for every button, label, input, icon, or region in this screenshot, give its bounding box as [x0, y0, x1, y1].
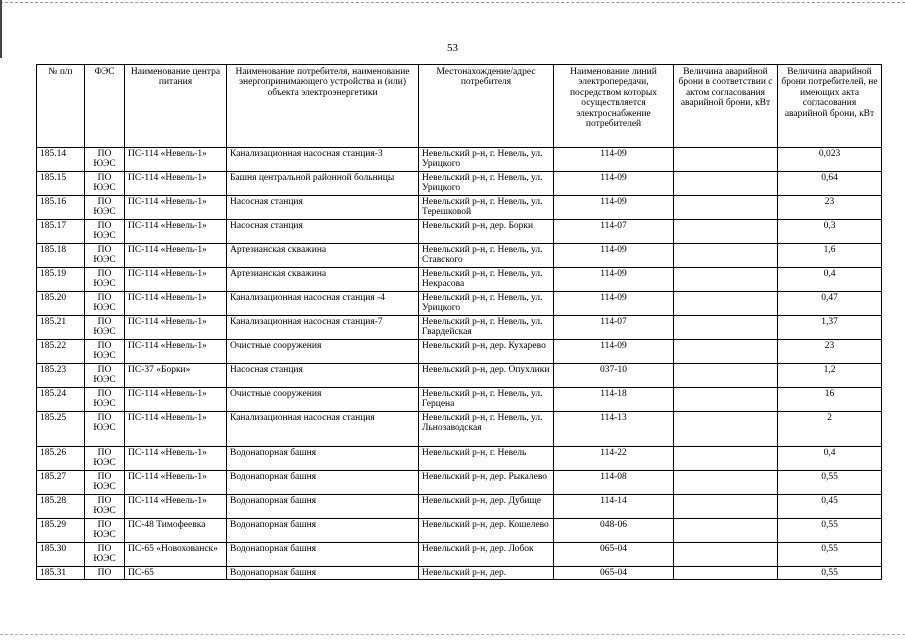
table-row	[37, 220, 882, 244]
cell-consumer: Водонапорная башня	[227, 519, 419, 543]
cell-power-center: ПС-65	[125, 567, 227, 580]
cell-power-line: 114-07	[554, 316, 674, 340]
cell-power-center: ПС-37 «Борки»	[125, 364, 227, 388]
cell-power-center: ПС-114 «Невель-1»	[125, 388, 227, 412]
cell-reserve-with-act	[674, 412, 778, 447]
cell-reserve-with-act	[674, 519, 778, 543]
cell-reserve-with-act	[674, 196, 778, 220]
cell-number: 185.29	[37, 519, 85, 543]
cell-reserve-without-act: 0,55	[778, 519, 882, 543]
cell-reserve-without-act: 23	[778, 340, 882, 364]
cell-power-line: 114-09	[554, 148, 674, 172]
cell-number: 185.28	[37, 495, 85, 519]
cell-power-center: ПС-114 «Невель-1»	[125, 447, 227, 471]
cell-consumer: Канализационная насосная станция -4	[227, 292, 419, 316]
cell-number: 185.14	[37, 148, 85, 172]
cell-address: Невельский р-н, дер. Кошелево	[419, 519, 554, 543]
table-body	[37, 148, 882, 580]
cell-reserve-with-act	[674, 471, 778, 495]
table-row	[37, 148, 882, 172]
header-number: № п/п	[37, 65, 85, 148]
cell-consumer: Водонапорная башня	[227, 471, 419, 495]
cell-consumer: Очистные сооружения	[227, 340, 419, 364]
header-address: Местонахождение/адрес потребителя	[419, 65, 554, 148]
cell-number: 185.23	[37, 364, 85, 388]
cell-consumer: Насосная станция	[227, 364, 419, 388]
cell-number: 185.15	[37, 172, 85, 196]
cell-address: Невельский р-н, г. Невель, ул. Терешковой	[419, 196, 554, 220]
cell-reserve-with-act	[674, 364, 778, 388]
cell-fes: ПО ЮЭС	[85, 471, 125, 495]
cell-address: Невельский р-н, г. Невель, ул. Урицкого	[419, 172, 554, 196]
cell-reserve-with-act	[674, 220, 778, 244]
scan-edge-top	[0, 2, 905, 3]
cell-number: 185.18	[37, 244, 85, 268]
cell-reserve-without-act: 16	[778, 388, 882, 412]
cell-power-center: ПС-114 «Невель-1»	[125, 495, 227, 519]
cell-address: Невельский р-н, дер.	[419, 567, 554, 580]
header-power-line: Наименование линий электропередачи, посредством которых осуществляется электроснабжение потребителей	[554, 65, 674, 148]
cell-reserve-without-act: 1,6	[778, 244, 882, 268]
cell-reserve-with-act	[674, 340, 778, 364]
cell-address: Невельский р-н, дер. Дубище	[419, 495, 554, 519]
cell-power-line: 114-14	[554, 495, 674, 519]
cell-address: Невельский р-н, г. Невель, ул. Урицкого	[419, 148, 554, 172]
cell-power-line: 048-06	[554, 519, 674, 543]
cell-power-line: 037-10	[554, 364, 674, 388]
table-row	[37, 388, 882, 412]
cell-consumer: Башня центральной районной больницы	[227, 172, 419, 196]
cell-power-line: 114-09	[554, 340, 674, 364]
cell-address: Невельский р-н, дер. Лобок	[419, 543, 554, 567]
cell-number: 185.16	[37, 196, 85, 220]
cell-number: 185.26	[37, 447, 85, 471]
cell-consumer: Насосная станция	[227, 220, 419, 244]
cell-fes: ПО ЮЭС	[85, 172, 125, 196]
cell-reserve-with-act	[674, 495, 778, 519]
cell-number: 185.31	[37, 567, 85, 580]
cell-power-center: ПС-114 «Невель-1»	[125, 268, 227, 292]
cell-reserve-without-act: 0,55	[778, 543, 882, 567]
cell-number: 185.21	[37, 316, 85, 340]
cell-power-center: ПС-65 «Новохованск»	[125, 543, 227, 567]
cell-fes: ПО ЮЭС	[85, 495, 125, 519]
table-row	[37, 471, 882, 495]
cell-reserve-without-act: 0,55	[778, 567, 882, 580]
cell-number: 185.30	[37, 543, 85, 567]
cell-reserve-without-act: 0,023	[778, 148, 882, 172]
cell-address: Невельский р-н, г. Невель, ул. Урицкого	[419, 292, 554, 316]
cell-fes: ПО ЮЭС	[85, 543, 125, 567]
cell-fes: ПО ЮЭС	[85, 244, 125, 268]
table-row	[37, 316, 882, 340]
cell-address: Невельский р-н, г. Невель, ул. Ставского	[419, 244, 554, 268]
cell-fes: ПО ЮЭС	[85, 519, 125, 543]
cell-fes: ПО ЮЭС	[85, 196, 125, 220]
table-row	[37, 244, 882, 268]
cell-reserve-with-act	[674, 316, 778, 340]
cell-consumer: Канализационная насосная станция-7	[227, 316, 419, 340]
cell-power-center: ПС-114 «Невель-1»	[125, 244, 227, 268]
table-row	[37, 495, 882, 519]
cell-power-line: 065-04	[554, 543, 674, 567]
cell-fes: ПО ЮЭС	[85, 388, 125, 412]
table-row	[37, 172, 882, 196]
cell-power-center: ПС-114 «Невель-1»	[125, 292, 227, 316]
cell-fes: ПО ЮЭС	[85, 316, 125, 340]
cell-reserve-with-act	[674, 148, 778, 172]
cell-address: Невельский р-н, г. Невель, ул. Герцена	[419, 388, 554, 412]
header-consumer: Наименование потребителя, наименование энергопринимающего устройства и (или) объекта электроэнергетики	[227, 65, 419, 148]
cell-reserve-without-act: 1,37	[778, 316, 882, 340]
table-row	[37, 447, 882, 471]
cell-address: Невельский р-н, г. Невель, ул. Некрасова	[419, 268, 554, 292]
cell-number: 185.25	[37, 412, 85, 447]
cell-power-center: ПС-114 «Невель-1»	[125, 316, 227, 340]
emergency-reserve-table	[36, 64, 882, 580]
table-header-row	[37, 65, 882, 148]
cell-consumer: Очистные сооружения	[227, 388, 419, 412]
cell-power-line: 114-09	[554, 268, 674, 292]
cell-fes: ПО ЮЭС	[85, 268, 125, 292]
cell-reserve-with-act	[674, 543, 778, 567]
cell-power-line: 114-13	[554, 412, 674, 447]
cell-reserve-without-act: 0,47	[778, 292, 882, 316]
scan-edge-bottom	[0, 634, 905, 635]
cell-reserve-without-act: 0,3	[778, 220, 882, 244]
cell-power-line: 114-09	[554, 196, 674, 220]
header-reserve-without-act: Величина аварийной брони потребителей, не имеющих акта согласования аварийной брони, кВт	[778, 65, 882, 148]
cell-reserve-with-act	[674, 388, 778, 412]
cell-reserve-without-act: 0,4	[778, 268, 882, 292]
cell-reserve-with-act	[674, 447, 778, 471]
cell-number: 185.17	[37, 220, 85, 244]
cell-power-center: ПС-114 «Невель-1»	[125, 220, 227, 244]
cell-reserve-without-act: 0,4	[778, 447, 882, 471]
header-power-center: Наименование центра питания	[125, 65, 227, 148]
cell-power-line: 114-22	[554, 447, 674, 471]
cell-power-line: 114-09	[554, 172, 674, 196]
cell-address: Невельский р-н, г. Невель	[419, 447, 554, 471]
cell-address: Невельский р-н, дер. Опухлики	[419, 364, 554, 388]
cell-address: Невельский р-н, г. Невель, ул. Льнозаводская	[419, 412, 554, 447]
cell-power-center: ПС-114 «Невель-1»	[125, 196, 227, 220]
cell-power-line: 065-04	[554, 567, 674, 580]
table-row	[37, 268, 882, 292]
cell-reserve-with-act	[674, 292, 778, 316]
cell-number: 185.19	[37, 268, 85, 292]
cell-consumer: Артезианская скважина	[227, 268, 419, 292]
cell-power-center: ПС-48 Тимофеевка	[125, 519, 227, 543]
cell-power-center: ПС-114 «Невель-1»	[125, 148, 227, 172]
cell-power-center: ПС-114 «Невель-1»	[125, 172, 227, 196]
cell-consumer: Канализационная насосная станция-3	[227, 148, 419, 172]
cell-consumer: Насосная станция	[227, 196, 419, 220]
cell-address: Невельский р-н, г. Невель, ул. Гвардейская	[419, 316, 554, 340]
cell-fes: ПО ЮЭС	[85, 292, 125, 316]
table-row	[37, 364, 882, 388]
cell-power-line: 114-07	[554, 220, 674, 244]
cell-power-line: 114-18	[554, 388, 674, 412]
cell-reserve-without-act: 0,64	[778, 172, 882, 196]
cell-consumer: Водонапорная башня	[227, 543, 419, 567]
cell-reserve-without-act: 1,2	[778, 364, 882, 388]
page-number: 53	[447, 42, 458, 54]
cell-consumer: Канализационная насосная станция	[227, 412, 419, 447]
cell-fes: ПО	[85, 567, 125, 580]
cell-consumer: Водонапорная башня	[227, 495, 419, 519]
cell-fes: ПО ЮЭС	[85, 148, 125, 172]
cell-number: 185.24	[37, 388, 85, 412]
table-row	[37, 519, 882, 543]
cell-power-center: ПС-114 «Невель-1»	[125, 412, 227, 447]
cell-number: 185.27	[37, 471, 85, 495]
table-row	[37, 543, 882, 567]
table-row	[37, 412, 882, 447]
cell-power-line: 114-08	[554, 471, 674, 495]
cell-consumer: Артезианская скважина	[227, 244, 419, 268]
table-row	[37, 567, 882, 580]
cell-reserve-with-act	[674, 567, 778, 580]
table-row	[37, 196, 882, 220]
cell-reserve-without-act: 23	[778, 196, 882, 220]
cell-power-line: 114-09	[554, 244, 674, 268]
cell-power-center: ПС-114 «Невель-1»	[125, 340, 227, 364]
cell-fes: ПО ЮЭС	[85, 364, 125, 388]
cell-number: 185.20	[37, 292, 85, 316]
cell-address: Невельский р-н, дер. Рыкалево	[419, 471, 554, 495]
header-fes: ФЭС	[85, 65, 125, 148]
table-row	[37, 340, 882, 364]
cell-reserve-with-act	[674, 244, 778, 268]
header-reserve-with-act: Величина аварийной брони в соответствии с актом согласования аварийной брони, кВт	[674, 65, 778, 148]
cell-address: Невельский р-н, дер. Кухарево	[419, 340, 554, 364]
cell-fes: ПО ЮЭС	[85, 412, 125, 447]
cell-reserve-without-act: 0,45	[778, 495, 882, 519]
cell-address: Невельский р-н, дер. Борки	[419, 220, 554, 244]
cell-number: 185.22	[37, 340, 85, 364]
cell-reserve-without-act: 0,55	[778, 471, 882, 495]
cell-reserve-without-act: 2	[778, 412, 882, 447]
cell-power-center: ПС-114 «Невель-1»	[125, 471, 227, 495]
table-row	[37, 292, 882, 316]
cell-reserve-with-act	[674, 268, 778, 292]
cell-fes: ПО ЮЭС	[85, 220, 125, 244]
cell-reserve-with-act	[674, 172, 778, 196]
cell-fes: ПО ЮЭС	[85, 447, 125, 471]
cell-fes: ПО ЮЭС	[85, 340, 125, 364]
cell-consumer: Водонапорная башня	[227, 447, 419, 471]
cell-consumer: Водонапорная башня	[227, 567, 419, 580]
cell-power-line: 114-09	[554, 292, 674, 316]
